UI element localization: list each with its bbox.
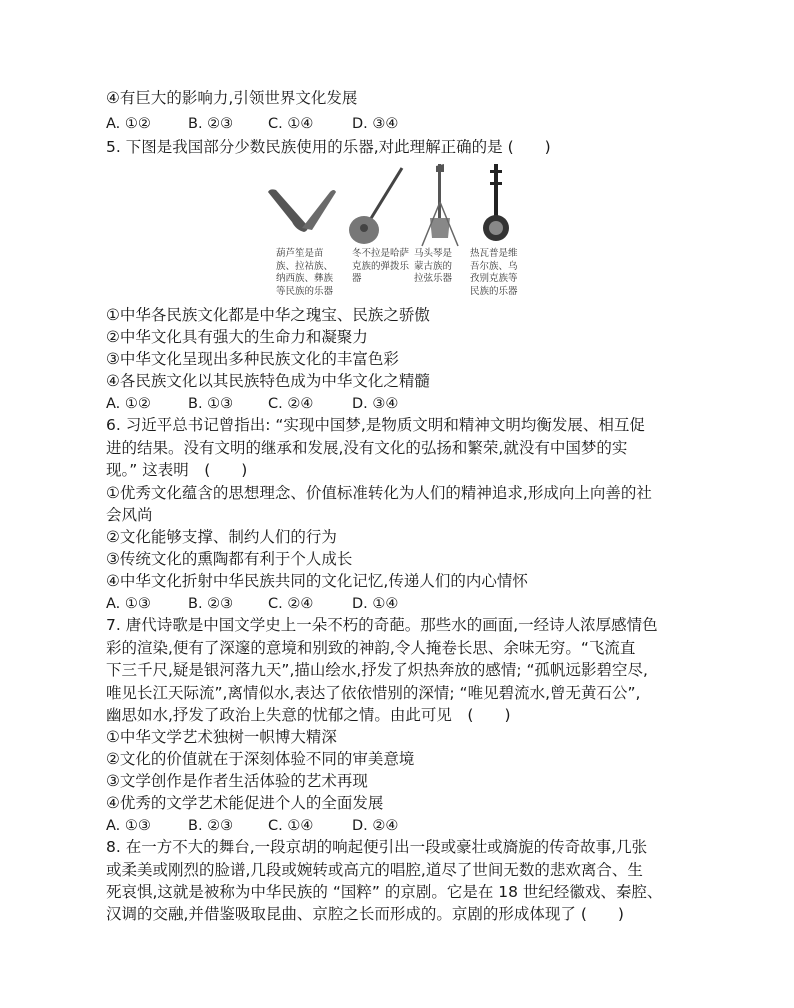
- question-8-stem: 8. 在一方不大的舞台,一段京胡的响起便引出一段或豪壮或旖旎的传奇故事,几张: [106, 838, 648, 856]
- caption-hulusheng: 葫芦笙是苗族、拉祜族、纳西族、彝族等民族的乐器: [276, 248, 334, 297]
- option-a: A. ①③: [106, 596, 151, 612]
- option-b: B. ②③: [188, 596, 234, 612]
- option-a: A. ①②: [106, 116, 151, 132]
- hulusheng-icon: [266, 186, 338, 238]
- option-b: B. ②③: [188, 116, 234, 132]
- text-line: ④优秀的文学艺术能促进个人的全面发展: [106, 794, 384, 812]
- answer-options: [106, 394, 398, 414]
- option-b: B. ①③: [188, 396, 234, 412]
- text-line: 幽思如水,抒发了政治上失意的忧郁之情。由此可见 ( ): [106, 706, 511, 724]
- text-line: 唯见长江天际流”,离情似水,表达了依依惜别的深情; “唯见碧流水,曾无黄石公”,: [106, 684, 641, 702]
- option-b: B. ②③: [188, 818, 234, 834]
- text-line: 会风尚: [106, 506, 153, 524]
- text-line: ④有巨大的影响力,引领世界文化发展: [106, 89, 358, 107]
- option-a: A. ①③: [106, 818, 151, 834]
- option-c: C. ②④: [268, 396, 314, 412]
- text-line: 现。” 这表明 ( ): [106, 461, 248, 479]
- question-7-stem: 7. 唐代诗歌是中国文学史上一朵不朽的奇葩。那些水的画面,一经诗人浓厚感情色: [106, 616, 658, 634]
- option-a: A. ①②: [106, 396, 151, 412]
- text-line: ②文化能够支撑、制约人们的行为: [106, 528, 337, 546]
- text-line: ②文化的价值就在于深刻体验不同的审美意境: [106, 750, 415, 768]
- caption-dombra: 冬不拉是哈萨克族的弹拨乐器: [352, 248, 410, 284]
- text-line: ③中华文化呈现出多种民族文化的丰富色彩: [106, 350, 399, 368]
- rawap-icon: [474, 162, 518, 248]
- text-line: ①优秀文化蕴含的思想理念、价值标准转化为人们的精神追求,形成向上向善的社: [106, 484, 652, 502]
- text-line: ④各民族文化以其民族特色成为中华文化之精髓: [106, 372, 430, 390]
- caption-rawap: 热瓦普是维吾尔族、乌孜别克族等民族的乐器: [470, 248, 518, 297]
- answer-options: [106, 816, 398, 836]
- option-c: C. ①④: [268, 116, 314, 132]
- answer-options: [106, 594, 398, 614]
- option-d: D. ①④: [352, 596, 399, 612]
- text-line: 进的结果。没有文明的继承和发展,没有文化的弘扬和繁荣,就没有中国梦的实: [106, 439, 628, 457]
- answer-options: [106, 114, 398, 134]
- text-line: ①中华各民族文化都是中华之瑰宝、民族之骄傲: [106, 306, 430, 324]
- dombra-icon: [346, 164, 410, 248]
- text-line: ④中华文化折射中华民族共同的文化记忆,传递人们的内心情怀: [106, 572, 528, 590]
- text-line: ②中华文化具有强大的生命力和凝聚力: [106, 328, 368, 346]
- caption-morin-khuur: 马头琴是蒙古族的拉弦乐器: [414, 248, 453, 284]
- text-line: 下三千尺,疑是银河落九天”,描山绘水,抒发了炽热奔放的感情; “孤帆远影碧空尽,: [106, 661, 648, 679]
- text-line: ①中华文学艺术独树一帜博大精深: [106, 728, 337, 746]
- instrument-figure: [262, 160, 532, 300]
- question-6-stem: 6. 习近平总书记曾指出: “实现中国梦,是物质文明和精神文明均衡发展、相互促: [106, 416, 645, 434]
- question-5-stem: 5. 下图是我国部分少数民族使用的乐器,对此理解正确的是 ( ): [106, 138, 551, 156]
- text-line: 死哀惧,这就是被称为中华民族的 “国粹” 的京剧。它是在 18 世纪经徽戏、秦腔、: [106, 883, 663, 901]
- text-line: 汉调的交融,并借鉴吸取昆曲、京腔之长而形成的。京剧的形成体现了 ( ): [106, 905, 624, 923]
- option-c: C. ①④: [268, 818, 314, 834]
- option-d: D. ②④: [352, 818, 399, 834]
- text-line: ③传统文化的熏陶都有利于个人成长: [106, 550, 353, 568]
- option-d: D. ③④: [352, 396, 399, 412]
- morin-khuur-icon: [414, 162, 464, 248]
- text-line: ③文学创作是作者生活体验的艺术再现: [106, 772, 368, 790]
- text-line: 彩的渲染,便有了深邃的意境和别致的神韵,令人掩卷长思、余味无穷。“飞流直: [106, 639, 636, 657]
- option-d: D. ③④: [352, 116, 399, 132]
- text-line: 或柔美或刚烈的脸谱,几段或婉转或高亢的唱腔,道尽了世间无数的悲欢离合、生: [106, 861, 643, 879]
- option-c: C. ②④: [268, 596, 314, 612]
